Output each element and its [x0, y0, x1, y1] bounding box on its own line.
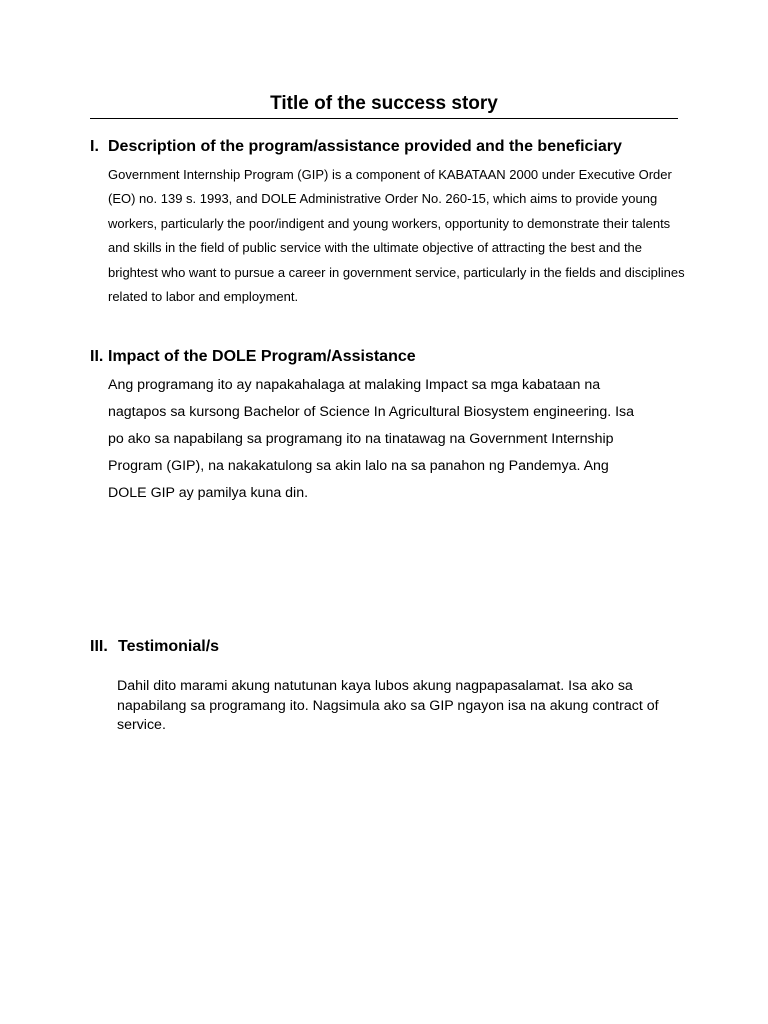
section-number: I. [90, 138, 99, 155]
section-heading-description [90, 137, 622, 157]
section-body-testimonials: Dahil dito marami akung natutunan kaya lubos akung nagpapasalamat. Isa ako sa napabilang sa programang ito. Nagsimula ako sa GIP ngayon isa na akung contract of service. [117, 678, 659, 733]
section-heading-text: Testimonial/s [118, 638, 220, 655]
section-heading-text: Description of the program/assistance provided and the beneficiary [108, 138, 622, 155]
title-underline [90, 118, 678, 119]
section-body-impact: Ang programang ito ay napakahalaga at malaking Impact sa mga kabataan na nagtapos sa kursong Bachelor of Science In Agricultural Biosystem engineering. Isa po ako sa napabilang sa programang ito na tinatawag na Government Internship Program (GIP), na nakakatulong sa akin lalo na sa panahon ng Pandemya. Ang DOLE GIP ay pamilya kuna din. [108, 377, 635, 501]
document-title: Title of the success story [270, 93, 498, 114]
section-number: III. [90, 638, 108, 655]
section-heading-text: Impact of the DOLE Program/Assistance [108, 348, 416, 365]
section-heading-testimonials [90, 637, 219, 657]
section-body-description: Government Internship Program (GIP) is a component of KABATAAN 2000 under Executive Order (EO) no. 139 s. 1993, and DOLE Administrative Order No. 260-15, which aims to provide young workers, particularly the poor/indigent and young workers, opportunity to demonstrate their talents and skills in the field of public service with the ultimate objective of attracting the best and the brightest who want to pursue a career in government service, particularly in the fields and disciplines related to labor and employment. [108, 167, 685, 305]
section-heading-impact [90, 347, 416, 367]
section-number: II. [90, 348, 104, 365]
